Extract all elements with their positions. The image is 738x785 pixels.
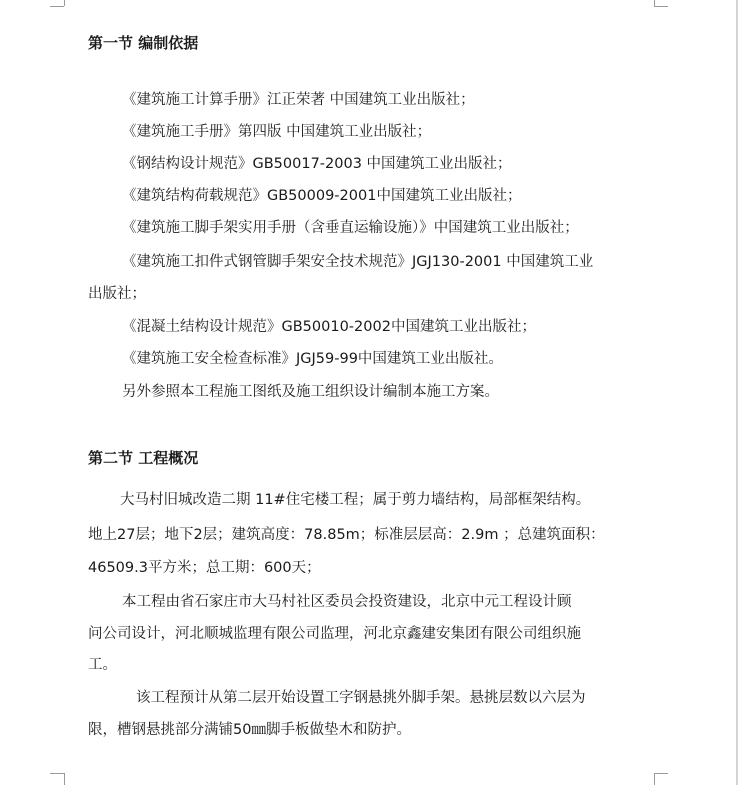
section-1-title: 第一节 编制依据 <box>88 34 199 52</box>
section-2-title: 第二节 工程概况 <box>88 449 199 467</box>
page-corner-mark <box>654 773 655 785</box>
overview-line: 该工程预计从第二层开始设置工字钢悬挑外脚手架。悬挑层数以六层为 <box>136 690 586 706</box>
page-corner-mark <box>64 0 65 6</box>
page-corner-mark <box>64 773 65 785</box>
overview-line: 限，槽钢悬挑部分满铺50㎜脚手板做垫木和防护。 <box>88 722 411 738</box>
overview-line: 本工程由省石家庄市大马村社区委员会投资建设，北京中元工程设计顾 <box>122 594 572 610</box>
reference-note: 另外参照本工程施工图纸及施工组织设计编制本施工方案。 <box>122 384 499 400</box>
overview-line: 问公司设计，河北顺城监理有限公司监理，河北京鑫建安集团有限公司组织施 <box>88 626 581 642</box>
reference-line: 《建筑施工计算手册》江正荣著 中国建筑工业出版社； <box>122 92 475 108</box>
reference-line: 《建筑施工脚手架实用手册（含垂直运输设施）》中国建筑工业出版社； <box>122 220 579 236</box>
page-corner-mark <box>654 773 668 774</box>
reference-line-continued: 出版社； <box>88 286 146 302</box>
overview-line: 地上27层；地下2层；建筑高度：78.85m；标准层层高：2.9m ；总建筑面积： <box>88 527 605 543</box>
overview-line: 46509.3平方米；总工期：600天； <box>88 560 321 576</box>
overview-line: 大马村旧城改造二期 11#住宅楼工程；属于剪力墙结构，局部框架结构。 <box>120 492 591 508</box>
page-corner-mark <box>654 6 668 7</box>
reference-line: 《混凝土结构设计规范》GB50010-2002中国建筑工业出版社； <box>122 319 536 335</box>
page-corner-mark <box>50 773 64 774</box>
reference-line: 《钢结构设计规范》GB50017-2003 中国建筑工业出版社； <box>122 156 512 172</box>
page-corner-mark <box>50 6 64 7</box>
overview-line: 工。 <box>88 657 117 673</box>
reference-line: 《建筑施工手册》第四版 中国建筑工业出版社； <box>122 124 432 140</box>
reference-line: 《建筑施工扣件式钢管脚手架安全技术规范》JGJ130-2001 中国建筑工业 <box>122 254 594 270</box>
reference-line: 《建筑施工安全检查标准》JGJ59-99中国建筑工业出版社。 <box>122 351 503 367</box>
reference-line: 《建筑结构荷载规范》GB50009-2001中国建筑工业出版社； <box>122 188 522 204</box>
